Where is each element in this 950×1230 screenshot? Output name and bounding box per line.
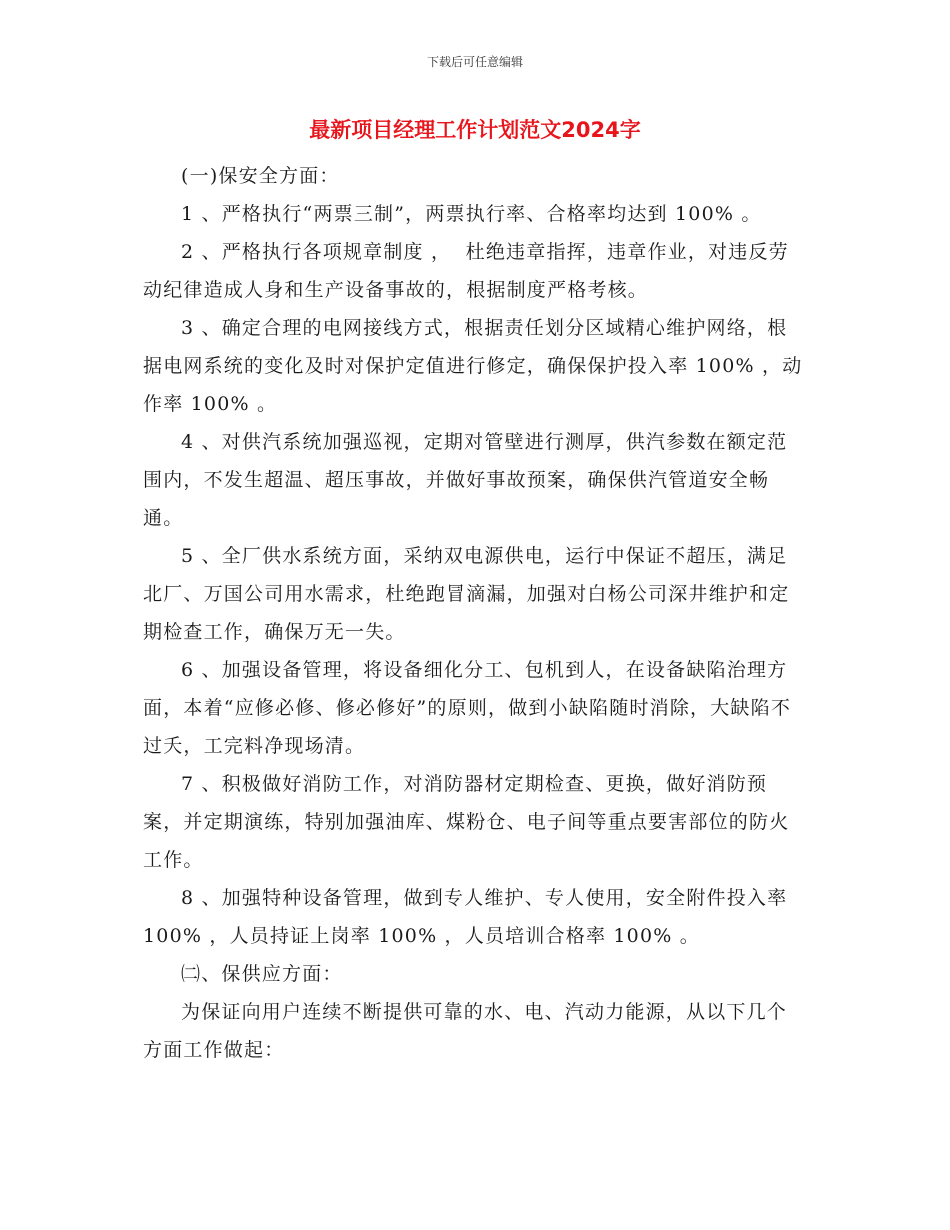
document-body — [143, 157, 807, 1069]
paragraph-item-5: 5 、全厂供水系统方面，采纳双电源供电，运行中保证不超压，满足北厂、万国公司用水需求，杜绝跑冒滴漏，加强对白杨公司深井维护和定期检查工作，确保万无一失。 — [143, 545, 790, 643]
paragraph-item-1: 1 、严格执行“两票三制”，两票执行率、合格率均达到 100% 。 — [181, 203, 762, 225]
paragraph-supply-intro: 为保证向用户连续不断提供可靠的水、电、汽动力能源，从以下几个方面工作做起： — [143, 1001, 788, 1061]
paragraph-item-3: 3 、确定合理的电网接线方式，根据责任划分区域精心维护网络，根据电网系统的变化及时对保护定值进行修定，确保保护投入率 100% ，动作率 100% 。 — [143, 317, 803, 415]
section-heading-supply: ㈡、保供应方面： — [181, 963, 343, 985]
document-title: 最新项目经理工作计划范文2024字 — [309, 118, 641, 142]
paragraph-item-7: 7 、积极做好消防工作，对消防器材定期检查、更换，做好消防预案，并定期演练，特别加强油库、煤粉仓、电子间等重点要害部位的防火工作。 — [143, 773, 790, 871]
paragraph-item-8: 8 、加强特种设备管理，做到专人维护、专人使用，安全附件投入率 100% ，人员持证上岗率 100% ，人员培训合格率 100% 。 — [143, 887, 795, 947]
section-heading-safety: (一)保安全方面： — [181, 165, 340, 187]
paragraph-item-6: 6 、加强设备管理，将设备细化分工、包机到人，在设备缺陷治理方面，本着“应修必修、修必修好”的原则，做到小缺陷随时消除，大缺陷不过夭，工完料净现场清。 — [143, 659, 792, 757]
paragraph-item-4: 4 、对供汽系统加强巡视，定期对管壁进行测厚，供汽参数在额定范围内，不发生超温、超压事故，并做好事故预案，确保供汽管道安全畅通。 — [143, 431, 788, 529]
paragraph-item-2: 2 、严格执行各项规章制度 ， 杜绝违章指挥，违章作业，对违反劳动纪律造成人身和生产设备事故的，根据制度严格考核。 — [143, 241, 789, 301]
page-header: 下载后可任意编辑 — [426, 55, 523, 69]
